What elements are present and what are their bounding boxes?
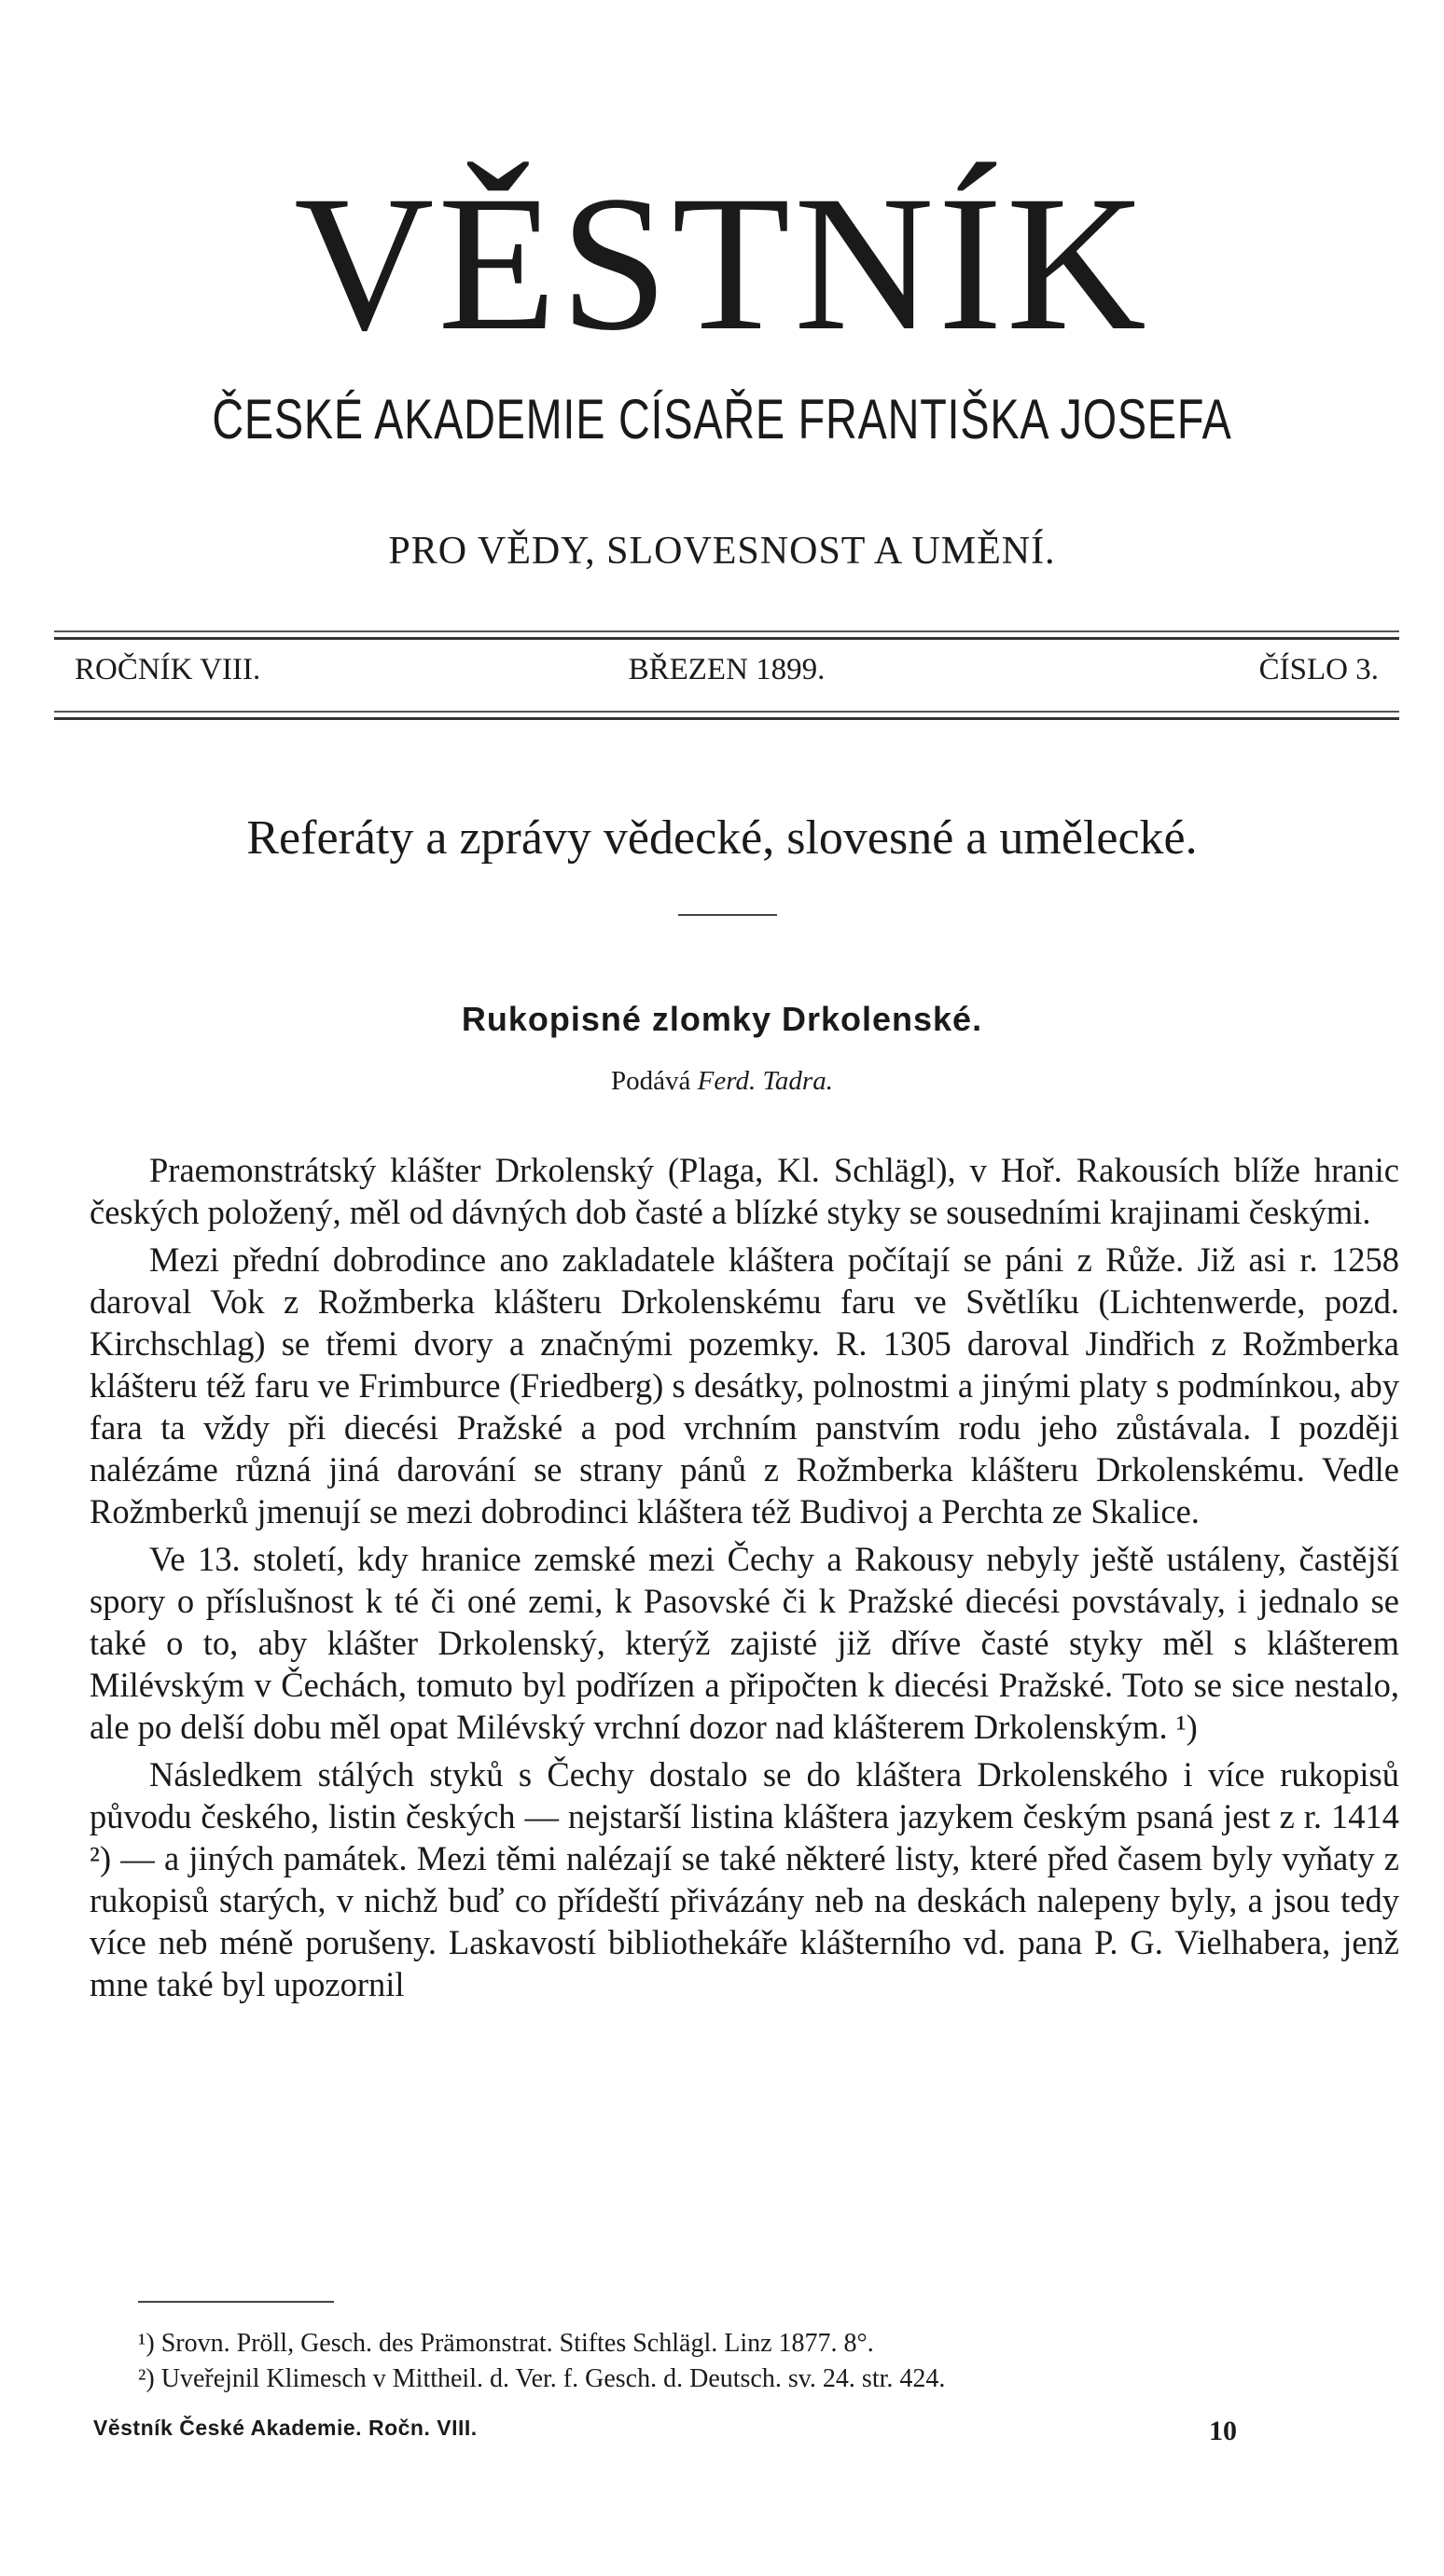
article-body <box>90 1149 1399 2005</box>
masthead-rule-bottom-2 <box>54 717 1399 720</box>
journal-title: VĚSTNÍK <box>294 156 1150 370</box>
issue-number: ČÍSLO 3. <box>1258 653 1379 686</box>
page-number: 10 <box>1209 2416 1237 2446</box>
byline-prefix: Podává <box>611 1066 691 1096</box>
paragraph: Praemonstrátský klášter Drkolenský (Plaga, Kl. Schlägl), v Hoř. Rakousích blíže hranic českých položený, měl od dávných dob časté a blízké styky se sousedními krajinami českými. <box>90 1151 1399 1231</box>
footnote: ²) Uveřejnil Klimesch v Mittheil. d. Ver. f. Gesch. d. Deutsch. sv. 24. str. 424. <box>138 2364 946 2393</box>
footer-journal-reference: Věstník České Akademie. Ročn. VIII. <box>93 2416 478 2440</box>
masthead-rule-top-1 <box>54 630 1399 632</box>
journal-tagline: PRO VĚDY, SLOVESNOST A UMĚNÍ. <box>388 530 1056 573</box>
footnote-divider <box>138 2301 334 2303</box>
article-title: Rukopisné zlomky Drkolenské. <box>461 1000 983 1038</box>
section-heading: Referáty a zprávy vědecké, slovesné a umělecké. <box>246 811 1198 865</box>
issue-volume: ROČNÍK VIII. <box>75 653 261 686</box>
paragraph: Následkem stálých styků s Čechy dostalo se do kláštera Drkolenského i více rukopisů původu českého, listin českých — nejstarší listina kláštera jazykem českým psaná jest z r. 1414 ²) — a jiných památek. Mezi těmi nalézají se také některé listy, které před časem byly vyňaty z rukopisů starých, v nichž buď co přídeští přivázány neb na deskách nalepeny byly, a jsou tedy více neb méně porušeny. Laskavostí bibliothekáře klášterního vd. pana P. G. Vielhabera, jenž mne také byl upozornil <box>90 1755 1399 2003</box>
masthead-rule-top-2 <box>54 637 1399 640</box>
issue-date: BŘEZEN 1899. <box>628 653 826 686</box>
article-author: Ferd. Tadra. <box>697 1066 833 1096</box>
footnote: ¹) Srovn. Pröll, Gesch. des Prämonstrat. Stiftes Schlägl. Linz 1877. 8°. <box>138 2329 874 2358</box>
section-divider <box>678 914 777 916</box>
journal-subtitle: ČESKÉ AKADEMIE CÍSAŘE FRANTIŠKA JOSEFA <box>212 388 1232 450</box>
masthead-rule-bottom-1 <box>54 711 1399 713</box>
paragraph: Ve 13. století, kdy hranice zemské mezi Čechy a Rakousy nebyly ještě ustáleny, častější spory o příslušnost k té či oné zemi, k Pasovské či k Pražské diecési povstávaly, i jednalo se také o to, aby klášter Drkolenský, kterýž zajisté již dříve časté styky měl s klášterem Milévským v Čechách, tomuto byl podřízen a připočten k diecési Pražské. Toto se sice nestalo, ale po delší dobu měl opat Milévský vrchní dozor nad klášterem Drkolenským. ¹) <box>90 1540 1399 1746</box>
article-byline <box>0 1068 1444 1095</box>
footnotes <box>138 2326 1399 2397</box>
paragraph: Mezi přední dobrodince ano zakladatele kláštera počítají se páni z Růže. Již asi r. 1258 daroval Vok z Rožmberka klášteru Drkolenskému faru ve Světlíku (Lichtenwerde, pozd. Kirchschlag) se třemi dvory a značnými pozemky. R. 1305 daroval Jindřich z Rožmberka klášteru též faru ve Frimburce (Friedberg) s desátky, polnostmi a jinými platy s podmínkou, aby fara ta vždy při diecési Pražské a pod vrchním panstvím rodu jeho zůstávala. I později nalézáme různá jiná darování se strany pánů z Rožmberka klášteru Drkolenskému. Vedle Rožmberků jmenují se mezi dobrodinci kláštera též Budivoj a Perchta ze Skalice. <box>90 1240 1399 1530</box>
